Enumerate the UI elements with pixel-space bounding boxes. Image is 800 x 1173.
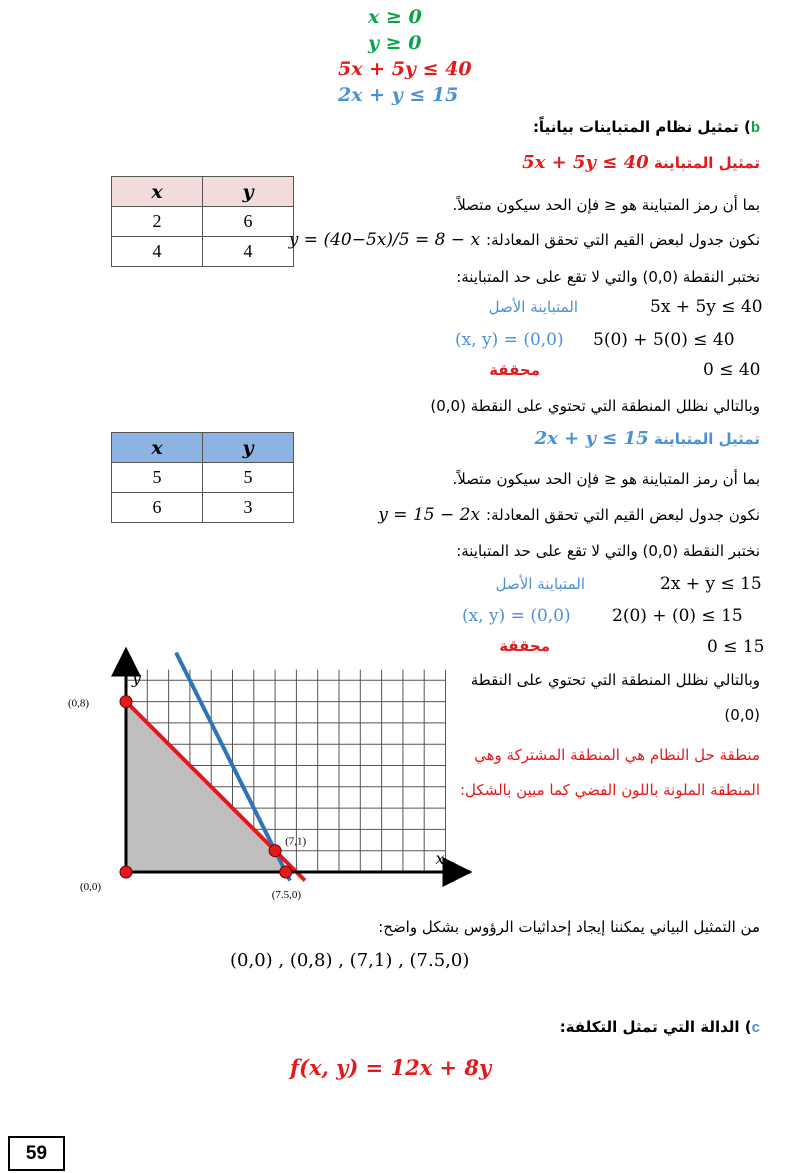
ineq2-result-expr: 0 ≤ 15 [707,637,765,657]
ineq1-heading [522,152,760,173]
ineq1-equation: y = (40−5x)/5 = 8 − x [288,230,481,250]
vertex-label: (7.5,0) [271,889,302,901]
table-header-y: y [203,433,294,463]
part-c-heading: c) الدالة التي تمثل التكلفة: [559,1018,760,1036]
table-row [112,463,294,493]
part-c-title: الدالة التي تمثل التكلفة: [559,1018,740,1036]
vertex-point [120,866,132,878]
part-c-label: c [751,1019,760,1036]
ineq1-original-expr: 5x + 5y ≤ 40 [650,297,763,317]
vertex-point [280,866,292,878]
table-header-row [112,177,294,207]
table-cell: 5 [112,463,203,493]
table-cell: 6 [112,493,203,523]
table-row [112,237,294,267]
feasible-region-graph [60,660,460,901]
ineq1-substitution-label: (x, y) = (0,0) [455,330,564,350]
ineq1-table-intro: نكون جدول لبعض القيم التي تحقق المعادلة: [486,231,760,249]
vertex-label: (0,0) [80,881,102,893]
ineq2-conclusion-line1: وبالتالي نظلل المنطقة التي تحتوي على النقطة [470,671,760,689]
ineq2-equation: y = 15 − 2x [378,505,481,525]
y-axis-label: y [132,668,142,688]
x-axis-label: x [435,849,445,868]
ineq2-values-table [111,432,294,523]
table-cell: 5 [203,463,294,493]
ineq2-test-intro: نختبر النقطة (0,0) والتي لا تقع على حد المتباينة: [456,542,760,560]
table-cell: 6 [203,207,294,237]
table-cell: 2 [112,207,203,237]
ineq2-heading-text: تمثيل المتباينة [653,430,760,448]
ineq2-substitution-expr: 2(0) + (0) ≤ 15 [612,606,743,626]
ineq1-conclusion: وبالتالي نظلل المنطقة التي تحتوي على النقطة (0,0) [430,397,760,415]
ineq1-boundary-text: بما أن رمز المتباينة هو ≤ فإن الحد سيكون متصلاً. [452,196,760,214]
part-b-heading: b) تمثيل نظام المتباينات بيانياً: [532,118,760,136]
part-b-label: b [750,119,760,136]
vertex-label: (0,8) [68,697,90,710]
ineq2-heading [535,428,760,449]
table-header-y: y [203,177,294,207]
table-row [112,493,294,523]
ineq1-result-label: محققة [489,361,540,379]
solution-region-line2: المنطقة الملونة باللون الفضي كما مبين بالشكل: [460,781,760,799]
table-row [112,207,294,237]
ineq2-substitution-label: (x, y) = (0,0) [462,606,571,626]
ineq1-table-intro-row [289,230,760,250]
ineq2-conclusion-line2: (0,0) [724,706,760,724]
system-line-1: x ≥ 0 [368,6,422,28]
table-cell: 4 [203,237,294,267]
solution-region-line1: منطقة حل النظام هي المنطقة المشتركة وهي [474,746,760,764]
ineq1-result-expr: 0 ≤ 40 [703,360,761,380]
ineq2-table-intro: نكون جدول لبعض القيم التي تحقق المعادلة: [486,506,760,524]
vertex-point [269,845,281,857]
vertices-list: (0,0) , (0,8) , (7,1) , (7.5,0) [230,950,470,971]
table-header-row [112,433,294,463]
ineq2-original-label: المتباينة الأصل [495,575,585,593]
system-line-4: 2x + y ≤ 15 [338,84,459,106]
ineq1-heading-text: تمثيل المتباينة [653,154,760,172]
ineq1-values-table [111,176,294,267]
ineq2-heading-math: 2x + y ≤ 15 [534,428,649,449]
part-b-title: تمثيل نظام المتباينات بيانياً: [532,118,739,136]
table-cell: 4 [112,237,203,267]
ineq2-table-intro-row [378,505,760,525]
system-line-3: 5x + 5y ≤ 40 [338,58,472,80]
table-cell: 3 [203,493,294,523]
page-number: 59 [8,1136,65,1171]
cost-function: f(x, y) = 12x + 8y [290,1055,492,1080]
table-header-x: x [112,433,203,463]
vertex-label: (7,1) [285,835,307,848]
table-header-x: x [112,177,203,207]
ineq1-original-label: المتباينة الأصل [488,298,578,316]
vertex-point [120,696,132,708]
ineq1-test-intro: نختبر النقطة (0,0) والتي لا تقع على حد المتباينة: [456,268,760,286]
vertices-intro: من التمثيل البياني يمكننا إيجاد إحداثيات الرؤوس بشكل واضح: [378,918,760,936]
ineq2-boundary-text: بما أن رمز المتباينة هو ≤ فإن الحد سيكون متصلاً. [452,470,760,488]
ineq1-heading-math: 5x + 5y ≤ 40 [522,152,649,173]
ineq1-substitution-expr: 5(0) + 5(0) ≤ 40 [593,330,735,350]
ineq2-result-label: محققة [499,637,550,655]
ineq2-original-expr: 2x + y ≤ 15 [660,574,762,594]
system-line-2: y ≥ 0 [368,32,422,54]
